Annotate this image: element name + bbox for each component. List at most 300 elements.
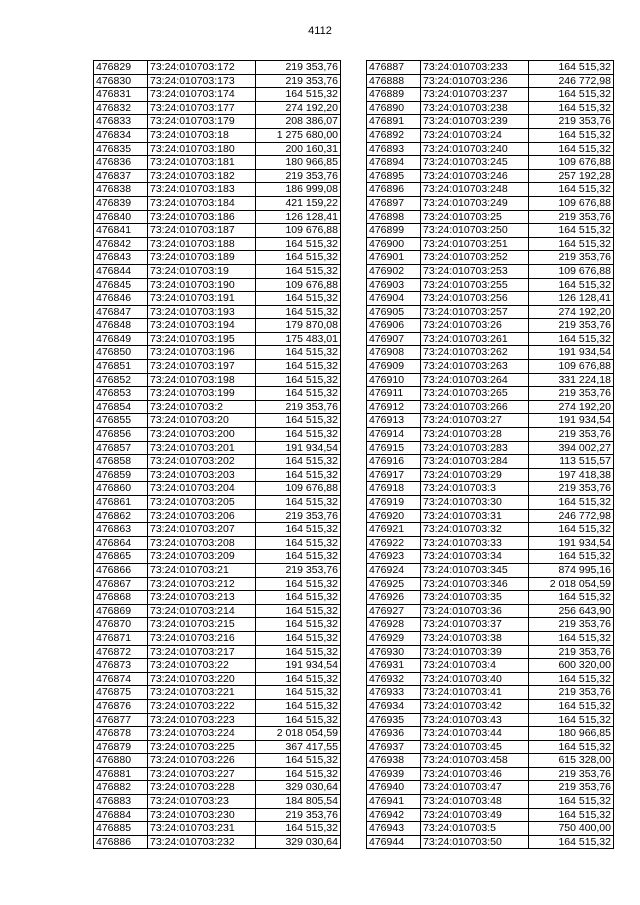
row-number-cell: 476936 [367, 727, 421, 741]
table-row [94, 808, 341, 822]
cadastral-value-cell: 126 128,41 [529, 292, 614, 306]
cadastral-number-cell: 73:24:010703:19 [148, 264, 256, 278]
cadastral-number-cell: 73:24:010703:262 [421, 346, 529, 360]
row-number-cell: 476871 [94, 631, 148, 645]
cadastral-value-cell: 164 515,32 [256, 631, 341, 645]
cadastral-value-cell: 164 515,32 [529, 699, 614, 713]
cadastral-number-cell: 73:24:010703:209 [148, 550, 256, 564]
row-number-cell: 476845 [94, 278, 148, 292]
cadastral-number-cell: 73:24:010703:256 [421, 292, 529, 306]
cadastral-value-cell: 164 515,32 [256, 577, 341, 591]
row-number-cell: 476858 [94, 455, 148, 469]
table-row [94, 822, 341, 836]
cadastral-number-cell: 73:24:010703:264 [421, 373, 529, 387]
cadastral-value-cell: 874 995,16 [529, 563, 614, 577]
cadastral-value-cell: 164 515,32 [256, 360, 341, 374]
cadastral-number-cell: 73:24:010703:28 [421, 428, 529, 442]
cadastral-number-cell: 73:24:010703:283 [421, 441, 529, 455]
row-number-cell: 476832 [94, 101, 148, 115]
table-row [94, 618, 341, 632]
table-row [94, 428, 341, 442]
row-number-cell: 476931 [367, 659, 421, 673]
table-row [94, 645, 341, 659]
cadastral-number-cell: 73:24:010703:21 [148, 563, 256, 577]
cadastral-value-cell: 219 353,76 [529, 767, 614, 781]
cadastral-value-cell: 164 515,32 [529, 672, 614, 686]
cadastral-value-cell: 164 515,32 [256, 591, 341, 605]
row-number-cell: 476848 [94, 319, 148, 333]
cadastral-number-cell: 73:24:010703:248 [421, 183, 529, 197]
cadastral-number-cell: 73:24:010703:237 [421, 88, 529, 102]
cadastral-value-cell: 219 353,76 [529, 387, 614, 401]
cadastral-value-cell: 246 772,98 [529, 74, 614, 88]
cadastral-number-cell: 73:24:010703:31 [421, 509, 529, 523]
row-number-cell: 476880 [94, 754, 148, 768]
cadastral-value-cell: 164 515,32 [256, 523, 341, 537]
table-row [94, 563, 341, 577]
cadastral-number-cell: 73:24:010703:181 [148, 156, 256, 170]
table-row [367, 781, 614, 795]
cadastral-number-cell: 73:24:010703:197 [148, 360, 256, 374]
cadastral-value-cell: 180 966,85 [256, 156, 341, 170]
row-number-cell: 476902 [367, 264, 421, 278]
table-row [367, 61, 614, 75]
cadastral-number-cell: 73:24:010703:345 [421, 563, 529, 577]
cadastral-value-cell: 164 515,32 [529, 88, 614, 102]
row-number-cell: 476850 [94, 346, 148, 360]
row-number-cell: 476876 [94, 699, 148, 713]
cadastral-number-cell: 73:24:010703:207 [148, 523, 256, 537]
cadastral-value-cell: 164 515,32 [256, 713, 341, 727]
table-row [94, 713, 341, 727]
row-number-cell: 476919 [367, 496, 421, 510]
row-number-cell: 476894 [367, 156, 421, 170]
cadastral-value-cell: 219 353,76 [529, 210, 614, 224]
cadastral-number-cell: 73:24:010703:23 [148, 795, 256, 809]
cadastral-value-cell: 126 128,41 [256, 210, 341, 224]
table-row [367, 808, 614, 822]
row-number-cell: 476887 [367, 61, 421, 75]
cadastral-number-cell: 73:24:010703:182 [148, 169, 256, 183]
row-number-cell: 476852 [94, 373, 148, 387]
cadastral-number-cell: 73:24:010703:251 [421, 237, 529, 251]
row-number-cell: 476934 [367, 699, 421, 713]
cadastral-value-cell: 191 934,54 [529, 346, 614, 360]
table-row [367, 210, 614, 224]
table-row [94, 373, 341, 387]
row-number-cell: 476932 [367, 672, 421, 686]
row-number-cell: 476922 [367, 536, 421, 550]
cadastral-value-cell: 109 676,88 [529, 196, 614, 210]
row-number-cell: 476924 [367, 563, 421, 577]
cadastral-value-cell: 164 515,32 [529, 496, 614, 510]
row-number-cell: 476929 [367, 631, 421, 645]
row-number-cell: 476884 [94, 808, 148, 822]
row-number-cell: 476890 [367, 101, 421, 115]
cadastral-value-cell: 615 328,00 [529, 754, 614, 768]
cadastral-value-cell: 164 515,32 [529, 332, 614, 346]
row-number-cell: 476878 [94, 727, 148, 741]
table-row [94, 781, 341, 795]
row-number-cell: 476849 [94, 332, 148, 346]
row-number-cell: 476861 [94, 496, 148, 510]
cadastral-value-cell: 367 417,55 [256, 740, 341, 754]
cadastral-number-cell: 73:24:010703:4 [421, 659, 529, 673]
row-number-cell: 476867 [94, 577, 148, 591]
table-row [94, 346, 341, 360]
cadastral-value-cell: 164 515,32 [256, 428, 341, 442]
cadastral-number-cell: 73:24:010703:24 [421, 128, 529, 142]
cadastral-number-cell: 73:24:010703:29 [421, 468, 529, 482]
table-row [367, 618, 614, 632]
table-row [367, 373, 614, 387]
cadastral-value-cell: 219 353,76 [256, 61, 341, 75]
cadastral-number-cell: 73:24:010703:33 [421, 536, 529, 550]
table-row [367, 224, 614, 238]
cadastral-value-cell: 186 999,08 [256, 183, 341, 197]
table-row [94, 577, 341, 591]
row-number-cell: 476835 [94, 142, 148, 156]
cadastral-value-cell: 164 515,32 [256, 754, 341, 768]
cadastral-value-cell: 219 353,76 [256, 509, 341, 523]
cadastral-value-cell: 164 515,32 [529, 224, 614, 238]
row-number-cell: 476839 [94, 196, 148, 210]
row-number-cell: 476886 [94, 835, 148, 849]
table-row [94, 101, 341, 115]
cadastral-value-cell: 164 515,32 [256, 672, 341, 686]
table-row [94, 115, 341, 129]
table-row [367, 631, 614, 645]
row-number-cell: 476921 [367, 523, 421, 537]
table-row [94, 237, 341, 251]
cadastral-number-cell: 73:24:010703:46 [421, 767, 529, 781]
table-row [94, 74, 341, 88]
cadastral-value-cell: 184 805,54 [256, 795, 341, 809]
cadastral-value-cell: 113 515,57 [529, 455, 614, 469]
cadastral-number-cell: 73:24:010703:221 [148, 686, 256, 700]
row-number-cell: 476888 [367, 74, 421, 88]
cadastral-number-cell: 73:24:010703:224 [148, 727, 256, 741]
row-number-cell: 476930 [367, 645, 421, 659]
cadastral-number-cell: 73:24:010703:250 [421, 224, 529, 238]
table-row [367, 822, 614, 836]
row-number-cell: 476844 [94, 264, 148, 278]
table-row [367, 563, 614, 577]
cadastral-value-cell: 1 275 680,00 [256, 128, 341, 142]
cadastral-value-cell: 164 515,32 [256, 604, 341, 618]
table-row [367, 523, 614, 537]
table-row [367, 468, 614, 482]
table-row [94, 61, 341, 75]
cadastral-value-cell: 164 515,32 [256, 767, 341, 781]
table-row [367, 740, 614, 754]
cadastral-value-cell: 257 192,28 [529, 169, 614, 183]
table-row [94, 332, 341, 346]
row-number-cell: 476939 [367, 767, 421, 781]
table-row [367, 360, 614, 374]
cadastral-number-cell: 73:24:010703:199 [148, 387, 256, 401]
cadastral-value-cell: 329 030,64 [256, 835, 341, 849]
cadastral-number-cell: 73:24:010703:49 [421, 808, 529, 822]
row-number-cell: 476915 [367, 441, 421, 455]
cadastral-number-cell: 73:24:010703:246 [421, 169, 529, 183]
cadastral-value-cell: 2 018 054,59 [256, 727, 341, 741]
table-row [367, 101, 614, 115]
table-row [94, 659, 341, 673]
cadastral-value-cell: 219 353,76 [529, 319, 614, 333]
table-row [94, 591, 341, 605]
row-number-cell: 476872 [94, 645, 148, 659]
cadastral-value-cell: 164 515,32 [256, 88, 341, 102]
cadastral-number-cell: 73:24:010703:228 [148, 781, 256, 795]
register-table-left-body [94, 61, 341, 849]
row-number-cell: 476900 [367, 237, 421, 251]
cadastral-number-cell: 73:24:010703:196 [148, 346, 256, 360]
cadastral-value-cell: 219 353,76 [256, 74, 341, 88]
cadastral-value-cell: 164 515,32 [529, 128, 614, 142]
cadastral-number-cell: 73:24:010703:35 [421, 591, 529, 605]
cadastral-number-cell: 73:24:010703:239 [421, 115, 529, 129]
table-row [367, 496, 614, 510]
table-row [94, 496, 341, 510]
table-row [367, 400, 614, 414]
cadastral-value-cell: 219 353,76 [529, 645, 614, 659]
row-number-cell: 476862 [94, 509, 148, 523]
cadastral-value-cell: 329 030,64 [256, 781, 341, 795]
table-row [94, 264, 341, 278]
cadastral-value-cell: 164 515,32 [256, 645, 341, 659]
row-number-cell: 476896 [367, 183, 421, 197]
cadastral-number-cell: 73:24:010703:200 [148, 428, 256, 442]
cadastral-number-cell: 73:24:010703:249 [421, 196, 529, 210]
cadastral-number-cell: 73:24:010703:233 [421, 61, 529, 75]
row-number-cell: 476895 [367, 169, 421, 183]
table-row [367, 591, 614, 605]
table-row [94, 224, 341, 238]
cadastral-value-cell: 164 515,32 [529, 550, 614, 564]
cadastral-number-cell: 73:24:010703:231 [148, 822, 256, 836]
table-row [94, 672, 341, 686]
cadastral-number-cell: 73:24:010703:190 [148, 278, 256, 292]
cadastral-value-cell: 109 676,88 [529, 156, 614, 170]
row-number-cell: 476885 [94, 822, 148, 836]
cadastral-value-cell: 109 676,88 [256, 482, 341, 496]
row-number-cell: 476882 [94, 781, 148, 795]
cadastral-value-cell: 200 160,31 [256, 142, 341, 156]
table-row [367, 183, 614, 197]
cadastral-number-cell: 73:24:010703:458 [421, 754, 529, 768]
row-number-cell: 476897 [367, 196, 421, 210]
cadastral-value-cell: 164 515,32 [256, 618, 341, 632]
row-number-cell: 476910 [367, 373, 421, 387]
table-row [367, 604, 614, 618]
row-number-cell: 476916 [367, 455, 421, 469]
cadastral-number-cell: 73:24:010703:2 [148, 400, 256, 414]
cadastral-number-cell: 73:24:010703:263 [421, 360, 529, 374]
cadastral-value-cell: 164 515,32 [256, 237, 341, 251]
cadastral-number-cell: 73:24:010703:34 [421, 550, 529, 564]
cadastral-number-cell: 73:24:010703:186 [148, 210, 256, 224]
table-row [367, 536, 614, 550]
table-row [94, 550, 341, 564]
cadastral-number-cell: 73:24:010703:172 [148, 61, 256, 75]
table-row [367, 292, 614, 306]
row-number-cell: 476829 [94, 61, 148, 75]
row-number-cell: 476873 [94, 659, 148, 673]
cadastral-number-cell: 73:24:010703:284 [421, 455, 529, 469]
cadastral-value-cell: 179 870,08 [256, 319, 341, 333]
cadastral-value-cell: 164 515,32 [256, 414, 341, 428]
row-number-cell: 476914 [367, 428, 421, 442]
row-number-cell: 476833 [94, 115, 148, 129]
row-number-cell: 476831 [94, 88, 148, 102]
table-row [94, 441, 341, 455]
table-row [367, 659, 614, 673]
row-number-cell: 476859 [94, 468, 148, 482]
table-row [94, 835, 341, 849]
row-number-cell: 476846 [94, 292, 148, 306]
cadastral-number-cell: 73:24:010703:204 [148, 482, 256, 496]
cadastral-number-cell: 73:24:010703:214 [148, 604, 256, 618]
row-number-cell: 476883 [94, 795, 148, 809]
row-number-cell: 476893 [367, 142, 421, 156]
cadastral-value-cell: 164 515,32 [529, 740, 614, 754]
table-row [367, 482, 614, 496]
cadastral-number-cell: 73:24:010703:227 [148, 767, 256, 781]
table-row [367, 332, 614, 346]
cadastral-number-cell: 73:24:010703:252 [421, 251, 529, 265]
table-row [367, 346, 614, 360]
table-row [94, 169, 341, 183]
cadastral-number-cell: 73:24:010703:225 [148, 740, 256, 754]
cadastral-number-cell: 73:24:010703:203 [148, 468, 256, 482]
row-number-cell: 476938 [367, 754, 421, 768]
row-number-cell: 476917 [367, 468, 421, 482]
cadastral-value-cell: 219 353,76 [256, 808, 341, 822]
cadastral-value-cell: 164 515,32 [256, 468, 341, 482]
cadastral-value-cell: 208 386,07 [256, 115, 341, 129]
cadastral-number-cell: 73:24:010703:257 [421, 305, 529, 319]
cadastral-number-cell: 73:24:010703:38 [421, 631, 529, 645]
cadastral-number-cell: 73:24:010703:3 [421, 482, 529, 496]
cadastral-number-cell: 73:24:010703:173 [148, 74, 256, 88]
cadastral-number-cell: 73:24:010703:189 [148, 251, 256, 265]
cadastral-value-cell: 164 515,32 [256, 822, 341, 836]
row-number-cell: 476904 [367, 292, 421, 306]
table-row [94, 196, 341, 210]
cadastral-number-cell: 73:24:010703:245 [421, 156, 529, 170]
table-row [367, 754, 614, 768]
table-row [94, 523, 341, 537]
register-table-right-body [367, 61, 614, 849]
row-number-cell: 476913 [367, 414, 421, 428]
cadastral-number-cell: 73:24:010703:50 [421, 835, 529, 849]
table-row [367, 264, 614, 278]
row-number-cell: 476892 [367, 128, 421, 142]
row-number-cell: 476908 [367, 346, 421, 360]
row-number-cell: 476899 [367, 224, 421, 238]
cadastral-value-cell: 109 676,88 [529, 264, 614, 278]
row-number-cell: 476874 [94, 672, 148, 686]
table-row [94, 210, 341, 224]
row-number-cell: 476898 [367, 210, 421, 224]
table-row [94, 536, 341, 550]
cadastral-value-cell: 164 515,32 [529, 61, 614, 75]
table-row [367, 387, 614, 401]
cadastral-number-cell: 73:24:010703:236 [421, 74, 529, 88]
table-row [367, 278, 614, 292]
cadastral-value-cell: 175 483,01 [256, 332, 341, 346]
row-number-cell: 476837 [94, 169, 148, 183]
cadastral-number-cell: 73:24:010703:191 [148, 292, 256, 306]
table-row [94, 292, 341, 306]
table-row [367, 74, 614, 88]
cadastral-number-cell: 73:24:010703:223 [148, 713, 256, 727]
table-row [367, 237, 614, 251]
cadastral-number-cell: 73:24:010703:30 [421, 496, 529, 510]
row-number-cell: 476941 [367, 795, 421, 809]
table-row [367, 795, 614, 809]
table-row [367, 835, 614, 849]
cadastral-value-cell: 164 515,32 [256, 292, 341, 306]
cadastral-value-cell: 219 353,76 [256, 400, 341, 414]
table-row [367, 305, 614, 319]
row-number-cell: 476925 [367, 577, 421, 591]
table-row [367, 713, 614, 727]
cadastral-number-cell: 73:24:010703:208 [148, 536, 256, 550]
row-number-cell: 476906 [367, 319, 421, 333]
cadastral-value-cell: 274 192,20 [529, 400, 614, 414]
table-row [94, 795, 341, 809]
cadastral-value-cell: 274 192,20 [529, 305, 614, 319]
table-row [94, 604, 341, 618]
cadastral-number-cell: 73:24:010703:198 [148, 373, 256, 387]
cadastral-value-cell: 219 353,76 [529, 428, 614, 442]
table-row [367, 142, 614, 156]
row-number-cell: 476881 [94, 767, 148, 781]
cadastral-value-cell: 164 515,32 [529, 278, 614, 292]
register-table-left [93, 60, 341, 849]
row-number-cell: 476866 [94, 563, 148, 577]
row-number-cell: 476840 [94, 210, 148, 224]
row-number-cell: 476863 [94, 523, 148, 537]
cadastral-value-cell: 164 515,32 [529, 808, 614, 822]
table-row [94, 128, 341, 142]
cadastral-number-cell: 73:24:010703:215 [148, 618, 256, 632]
cadastral-value-cell: 191 934,54 [529, 414, 614, 428]
cadastral-value-cell: 180 966,85 [529, 727, 614, 741]
cadastral-number-cell: 73:24:010703:5 [421, 822, 529, 836]
cadastral-number-cell: 73:24:010703:226 [148, 754, 256, 768]
row-number-cell: 476842 [94, 237, 148, 251]
cadastral-number-cell: 73:24:010703:194 [148, 319, 256, 333]
cadastral-value-cell: 164 515,32 [256, 536, 341, 550]
cadastral-value-cell: 164 515,32 [256, 264, 341, 278]
row-number-cell: 476889 [367, 88, 421, 102]
table-row [367, 699, 614, 713]
cadastral-value-cell: 164 515,32 [529, 713, 614, 727]
cadastral-number-cell: 73:24:010703:26 [421, 319, 529, 333]
cadastral-value-cell: 164 515,32 [529, 835, 614, 849]
cadastral-number-cell: 73:24:010703:40 [421, 672, 529, 686]
cadastral-number-cell: 73:24:010703:201 [148, 441, 256, 455]
table-row [367, 128, 614, 142]
table-row [94, 183, 341, 197]
register-table-right [366, 60, 614, 849]
table-row [367, 88, 614, 102]
table-row [367, 645, 614, 659]
row-number-cell: 476911 [367, 387, 421, 401]
